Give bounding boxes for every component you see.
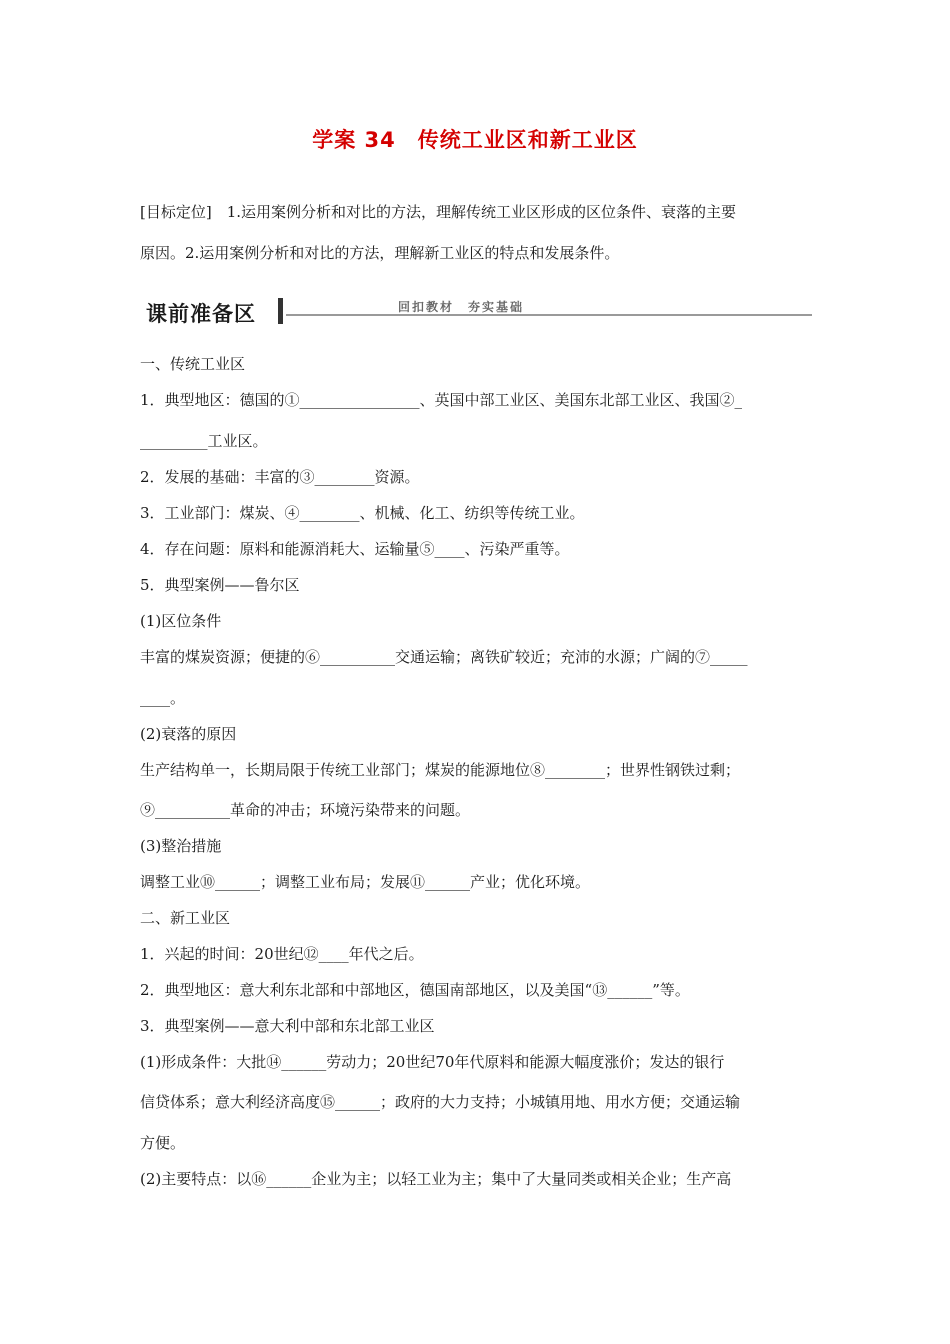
banner-divider (278, 298, 283, 324)
text-line: _________工业区。 (140, 432, 268, 450)
goal-line-2: 原因。2.运用案例分析和对比的方法，理解新工业区的特点和发展条件。 (140, 244, 620, 262)
text-line: 调整工业⑩______；调整工业布局；发展⑪______产业；优化环境。 (140, 873, 591, 891)
text-line: 1．兴起的时间：20世纪⑫____年代之后。 (140, 945, 424, 963)
text-line: 丰富的煤炭资源；便捷的⑥__________交通运输；离铁矿较近；充沛的水源；广阔的⑦_____ (140, 648, 748, 666)
text-line: (1)区位条件 (140, 612, 222, 630)
text-line: 3．典型案例——意大利中部和东北部工业区 (140, 1017, 435, 1035)
text-line: 方便。 (140, 1134, 186, 1152)
text-line: ____。 (140, 689, 186, 707)
page-title: 学案 34 传统工业区和新工业区 (312, 128, 638, 152)
text-line: 3．工业部门：煤炭、④________、机械、化工、纺织等传统工业。 (140, 504, 585, 522)
banner-subtitle: 回扣教材 夯实基础 (398, 300, 525, 314)
text-line: 信贷体系；意大利经济高度⑮______；政府的大力支持；小城镇用地、用水方便；交通运输 (140, 1093, 741, 1111)
text-line: 4．存在问题：原料和能源消耗大、运输量⑤____、污染严重等。 (140, 540, 570, 558)
banner-rule (286, 314, 812, 316)
text-line: 二、新工业区 (140, 909, 231, 927)
text-line: 2．典型地区：意大利东北部和中部地区，德国南部地区，以及美国“⑬______”等。 (140, 981, 690, 999)
text-line: 2．发展的基础：丰富的③________资源。 (140, 468, 420, 486)
text-line: (1)形成条件：大批⑭______劳动力；20世纪70年代原料和能源大幅度涨价；发达的银行 (140, 1053, 725, 1071)
text-line: ⑨__________革命的冲击；环境污染带来的问题。 (140, 801, 471, 819)
text-line: (2)衰落的原因 (140, 725, 237, 743)
text-line: (3)整治措施 (140, 837, 222, 855)
section-banner (140, 296, 812, 328)
text-line: 5．典型案例——鲁尔区 (140, 576, 300, 594)
text-line: (2)主要特点：以⑯______企业为主；以轻工业为主；集中了大量同类或相关企业；生产高 (140, 1170, 732, 1188)
text-line: 生产结构单一，长期局限于传统工业部门；煤炭的能源地位⑧________；世界性钢铁过剩； (140, 761, 741, 779)
goal-line-1: [目标定位] 1.运用案例分析和对比的方法，理解传统工业区形成的区位条件、衰落的主要 (140, 203, 737, 221)
text-line: 1．典型地区：德国的①________________、英国中部工业区、美国东北部工业区、我国②_ (140, 391, 743, 409)
text-line: 一、传统工业区 (140, 355, 246, 373)
banner-title: 课前准备区 (146, 302, 256, 326)
